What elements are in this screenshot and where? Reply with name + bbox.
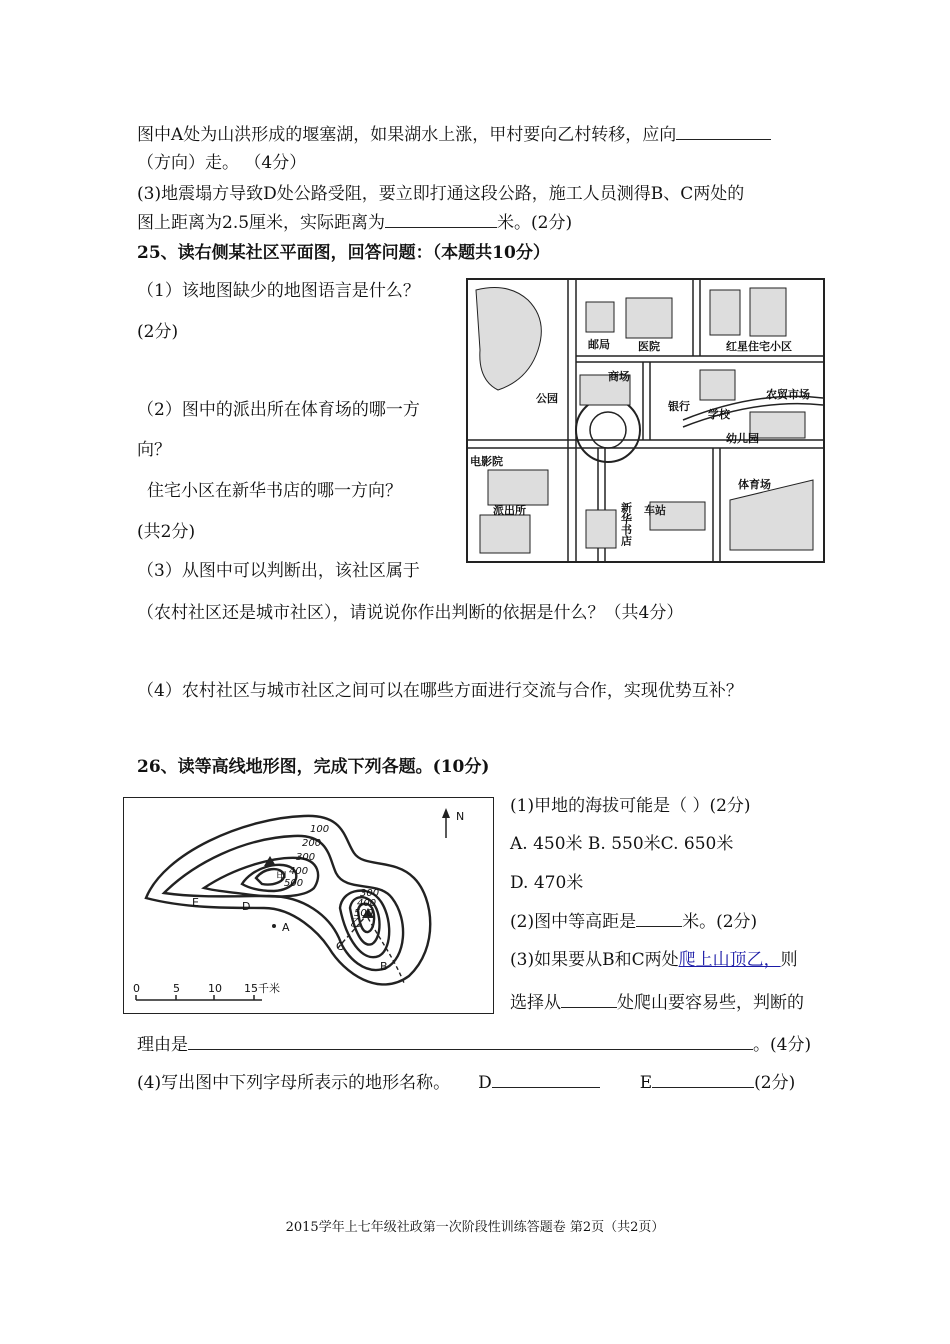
map-label-mall: 商场 xyxy=(608,370,630,383)
q26-part-4-score: (2分) xyxy=(754,1073,796,1093)
point-label-d: D xyxy=(242,900,251,913)
point-label-b: B xyxy=(380,960,388,973)
q24-text-4-tail: 米。(2分) xyxy=(497,213,573,233)
map-label-kindergarten: 幼儿园 xyxy=(726,432,759,445)
point-label-jia: 甲 xyxy=(276,870,287,883)
page-footer: 2015学年上七年级社政第一次阶段性训练答题卷 第2页（共2页） xyxy=(285,1220,665,1235)
answer-blank[interactable] xyxy=(652,1071,754,1088)
map-label-cinema: 电影院 xyxy=(470,455,503,468)
point-label-e: E xyxy=(192,896,199,909)
q26-part-3c-post: 。(4分) xyxy=(753,1035,812,1055)
contour-value: 400 xyxy=(289,866,309,877)
q25-part-2b: 向？ xyxy=(137,440,171,460)
q24-line-2: （方向）走。 （4分） xyxy=(137,153,307,173)
q26-part-1: (1)甲地的海拔可能是（ ）(2分) xyxy=(510,796,751,816)
q25-part-2a: （2）图中的派出所在体育场的哪一方 xyxy=(137,400,420,420)
map-label-station: 车站 xyxy=(644,504,666,517)
scale-label: 0 xyxy=(133,982,140,995)
contour-value: 300 xyxy=(360,888,380,899)
contour-value: 300 xyxy=(296,852,316,863)
q25-part-3a: （3）从图中可以判断出，该社区属于 xyxy=(137,561,420,581)
map-label-residential: 红星住宅小区 xyxy=(726,340,792,353)
q26-part-4-e: E xyxy=(639,1073,653,1093)
contour-map xyxy=(123,797,494,1014)
q24-line-1 xyxy=(137,123,771,146)
north-label: N xyxy=(456,810,465,823)
q25-part-1: （1）该地图缺少的地图语言是什么？ xyxy=(137,281,420,301)
q26-part-2-post: 米。(2分) xyxy=(682,912,758,932)
point-label-a: A xyxy=(282,921,290,934)
answer-blank[interactable] xyxy=(676,123,771,140)
q26-part-3c-pre: 理由是 xyxy=(137,1035,188,1055)
q26-part-3-pre: (3)如果要从B和C两处 xyxy=(510,950,679,970)
map-label-police: 派出所 xyxy=(493,504,526,517)
map-label-post-office: 邮局 xyxy=(588,338,610,351)
q26-part-3b-post: 处爬山要容易些，判断的 xyxy=(617,993,804,1013)
q25-part-3b: （农村社区还是城市社区），请说说你作出判断的依据是什么？（共4分） xyxy=(137,603,684,623)
scale-label: 15千米 xyxy=(244,982,280,995)
answer-blank[interactable] xyxy=(385,211,497,228)
q25-part-1-score: (2分) xyxy=(137,322,179,342)
q26-part-4-d: D xyxy=(478,1073,492,1093)
q24-text-4: 图上距离为2.5厘米，实际距离为 xyxy=(137,213,386,233)
q26-options-abc: A. 450米 B. 550米C. 650米 xyxy=(510,834,734,854)
contour-value: 400 xyxy=(357,898,377,909)
q26-part-2-pre: (2)图中等高距是 xyxy=(510,912,637,932)
map-label-hospital: 医院 xyxy=(638,340,660,353)
q26-part-3-post: 则 xyxy=(780,950,798,970)
q26-part-3c xyxy=(137,1033,811,1056)
scale-label: 5 xyxy=(173,982,180,995)
q25-part-4: （4）农村社区与城市社区之间可以在哪些方面进行交流与合作，实现优势互补？ xyxy=(137,681,743,701)
point-label-c: C xyxy=(336,940,344,953)
q26-part-3 xyxy=(510,949,798,971)
contour-value: 500 xyxy=(284,878,304,889)
contour-value: 500 xyxy=(354,908,374,919)
map-label-stadium: 体育场 xyxy=(738,478,771,491)
answer-blank[interactable] xyxy=(188,1033,753,1050)
q26-part-4 xyxy=(137,1071,795,1094)
q26-part-2 xyxy=(510,910,757,933)
q25-part-2-score: (共2分) xyxy=(137,522,196,542)
contour-value: 200 xyxy=(302,838,322,849)
answer-blank[interactable] xyxy=(492,1071,600,1088)
q25-part-2c: 住宅小区在新华书店的哪一方向？ xyxy=(147,481,402,501)
q25-title: 25、读右侧某社区平面图，回答问题：（本题共10分） xyxy=(137,243,550,263)
answer-blank[interactable] xyxy=(636,910,682,927)
map-label-market: 农贸市场 xyxy=(766,388,810,401)
q26-part-3b-pre: 选择从 xyxy=(510,993,561,1013)
map-label-bank: 银行 xyxy=(668,400,690,413)
q24-line-4 xyxy=(137,211,572,234)
q26-part-3-link[interactable]: 爬上山顶乙， xyxy=(678,950,781,970)
q26-part-4-pre: (4)写出图中下列字母所表示的地形名称。 xyxy=(137,1073,451,1093)
contour-value: 100 xyxy=(310,824,330,835)
q24-text-1: 图中A处为山洪形成的堰塞湖，如果湖水上涨，甲村要向乙村转移，应向 xyxy=(137,125,677,145)
q26-part-3b xyxy=(510,991,804,1014)
q26-title: 26、读等高线地形图，完成下列各题。(10分) xyxy=(137,757,490,777)
q26-option-d: D. 470米 xyxy=(510,873,584,893)
scale-label: 10 xyxy=(208,982,222,995)
map-label-school: 学校 xyxy=(708,408,730,421)
map-label-park: 公园 xyxy=(536,392,558,405)
q24-line-3: (3)地震塌方导致D处公路受阻，要立即打通这段公路，施工人员测得B、C两处的 xyxy=(137,184,745,204)
point-label-yi: 乙 xyxy=(350,916,361,929)
community-map xyxy=(466,278,825,563)
answer-blank[interactable] xyxy=(561,991,617,1008)
map-label-bookstore: 新华书店 xyxy=(619,502,633,546)
